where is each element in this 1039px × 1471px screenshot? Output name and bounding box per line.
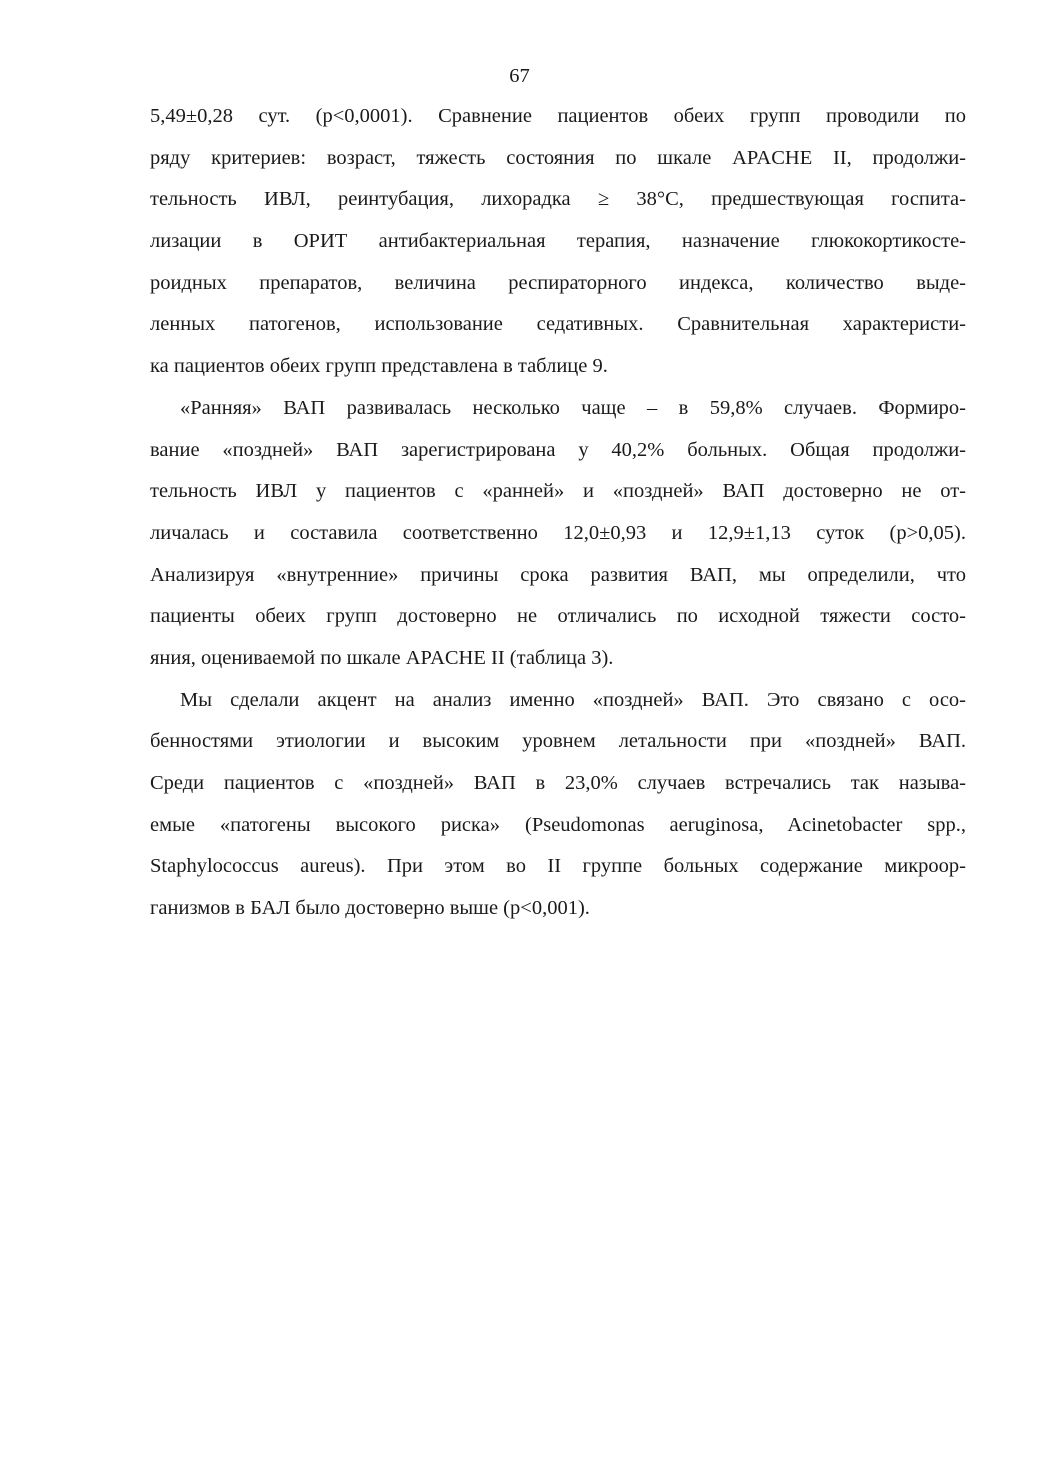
document-body [150, 96, 966, 930]
text-line: ганизмов в БАЛ было достоверно выше (р<0,001). [150, 897, 590, 920]
text-line: тельность ИВЛ, реинтубация, лихорадка ≥ 38°С, предшествующая госпита- [150, 188, 966, 211]
text-line: личалась и составила соответственно 12,0±0,93 и 12,9±1,13 суток (р>0,05). [150, 521, 966, 544]
text-line: Staphylococcus aureus). При этом во II группе больных содержание микроор- [150, 855, 966, 878]
text-line: яния, оцениваемой по шкале APACHE II (таблица 3). [150, 646, 614, 669]
paragraph-2 [150, 388, 966, 680]
text-line: ленных патогенов, использование седативных. Сравнительная характеристи- [150, 313, 966, 336]
text-line: пациенты обеих групп достоверно не отличались по исходной тяжести состо- [150, 605, 966, 628]
text-line: Среди пациентов с «поздней» ВАП в 23,0% случаев встречались так называ- [150, 772, 966, 794]
text-line: лизации в ОРИТ антибактериальная терапия, назначение глюкокортикосте- [150, 230, 966, 253]
text-line: Мы сделали акцент на анализ именно «поздней» ВАП. Это связано с осо- [180, 688, 966, 711]
text-line: бенностями этиологии и высоким уровнем летальности при «поздней» ВАП. [150, 730, 966, 753]
text-line: ка пациентов обеих групп представлена в таблице 9. [150, 355, 608, 378]
text-line: вание «поздней» ВАП зарегистрирована у 40,2% больных. Общая продолжи- [150, 438, 966, 461]
text-line: роидных препаратов, величина респираторного индекса, количество выде- [150, 271, 966, 294]
text-line: «Ранняя» ВАП развивалась несколько чаще – в 59,8% случаев. Формиро- [180, 396, 966, 419]
text-line: Анализируя «внутренние» причины срока развития ВАП, мы определили, что [150, 563, 966, 586]
text-line: 5,49±0,28 сут. (р<0,0001). Сравнение пациентов обеих групп проводили по [150, 105, 966, 127]
paragraph-3 [150, 680, 966, 930]
text-line: емые «патогены высокого риска» (Pseudomonas aeruginosa, Acinetobacter spp., [150, 813, 966, 836]
page-number: 67 [509, 65, 530, 87]
text-line: ряду критериев: возраст, тяжесть состояния по шкале APACHE II, продолжи- [150, 146, 966, 169]
text-line: тельность ИВЛ у пациентов с «ранней» и «поздней» ВАП достоверно не от- [150, 480, 966, 503]
paragraph-1 [150, 96, 966, 388]
